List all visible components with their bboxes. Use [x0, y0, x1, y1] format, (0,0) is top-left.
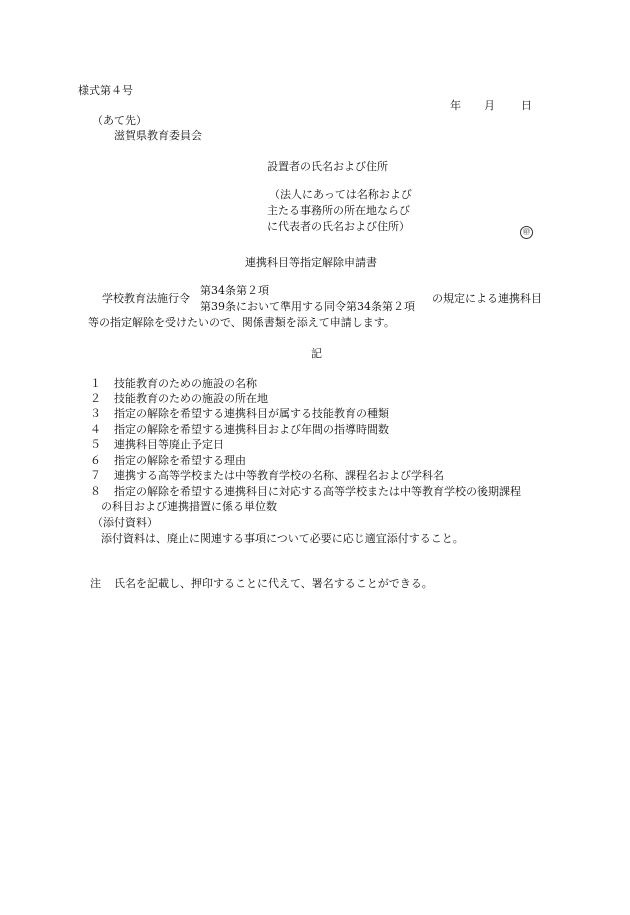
note-text: 氏名を記載し、押印することに代えて、署名することができる。: [114, 577, 433, 590]
item-text: 指定の解除を希望する連携科目に対応する高等学校または中等教育学校の後期課程: [114, 485, 521, 498]
item-text: 指定の解除を希望する連携科目が属する技能教育の種類: [114, 407, 389, 420]
date-year: 年: [450, 99, 461, 112]
ki-heading: 記: [311, 347, 322, 360]
body-law: 学校教育法施行令: [102, 292, 190, 305]
applicant-note-line-2: 主たる事務所の所在地ならび: [267, 204, 410, 217]
attachment-label: （添付資料）: [92, 516, 158, 529]
body-article-2: 第39条において準用する同令第34条第２項: [200, 300, 415, 313]
item-number: ３: [90, 407, 101, 420]
date-day: 日: [521, 99, 532, 112]
item-number: ４: [90, 423, 101, 436]
note-label: 注: [90, 577, 101, 590]
item-number: ７: [90, 469, 101, 482]
addressee-prefix: （あて先）: [92, 114, 147, 127]
item-8-continuation: の科目および連携措置に係る単位数: [101, 500, 277, 513]
attachment-text: 添付資料は、廃止に関連する事項について必要に応じ適宜添付すること。: [101, 532, 464, 545]
form-number: 様式第４号: [78, 84, 133, 97]
item-number: ５: [90, 438, 101, 451]
applicant-label: 設置者の氏名および住所: [267, 160, 388, 173]
date-month: 月: [484, 99, 495, 112]
applicant-note-line-1: （法人にあっては名称および: [269, 188, 412, 201]
seal-mark: ㊞: [520, 226, 533, 239]
item-number: ２: [90, 392, 101, 405]
body-suffix: の規定による連携科目: [432, 292, 542, 305]
item-text: 技能教育のための施設の名称: [114, 377, 257, 390]
item-text: 指定の解除を希望する連携科目および年間の指導時間数: [114, 423, 389, 436]
item-text: 技能教育のための施設の所在地: [114, 392, 268, 405]
item-text: 連携科目等廃止予定日: [114, 438, 224, 451]
item-number: １: [90, 377, 101, 390]
addressee-name: 滋賀県教育委員会: [114, 129, 202, 142]
document-title: 連携科目等指定解除申請書: [245, 256, 377, 269]
item-number: ８: [90, 485, 101, 498]
body-article-1: 第34条第２項: [200, 284, 269, 297]
body-line-2: 等の指定解除を受けたいので、関係書類を添えて申請します。: [88, 316, 395, 329]
item-text: 指定の解除を希望する理由: [114, 454, 246, 467]
item-number: ６: [90, 454, 101, 467]
item-text: 連携する高等学校または中等教育学校の名称、課程名および学科名: [114, 469, 444, 482]
applicant-note-line-3: に代表者の氏名および住所）: [267, 220, 410, 233]
